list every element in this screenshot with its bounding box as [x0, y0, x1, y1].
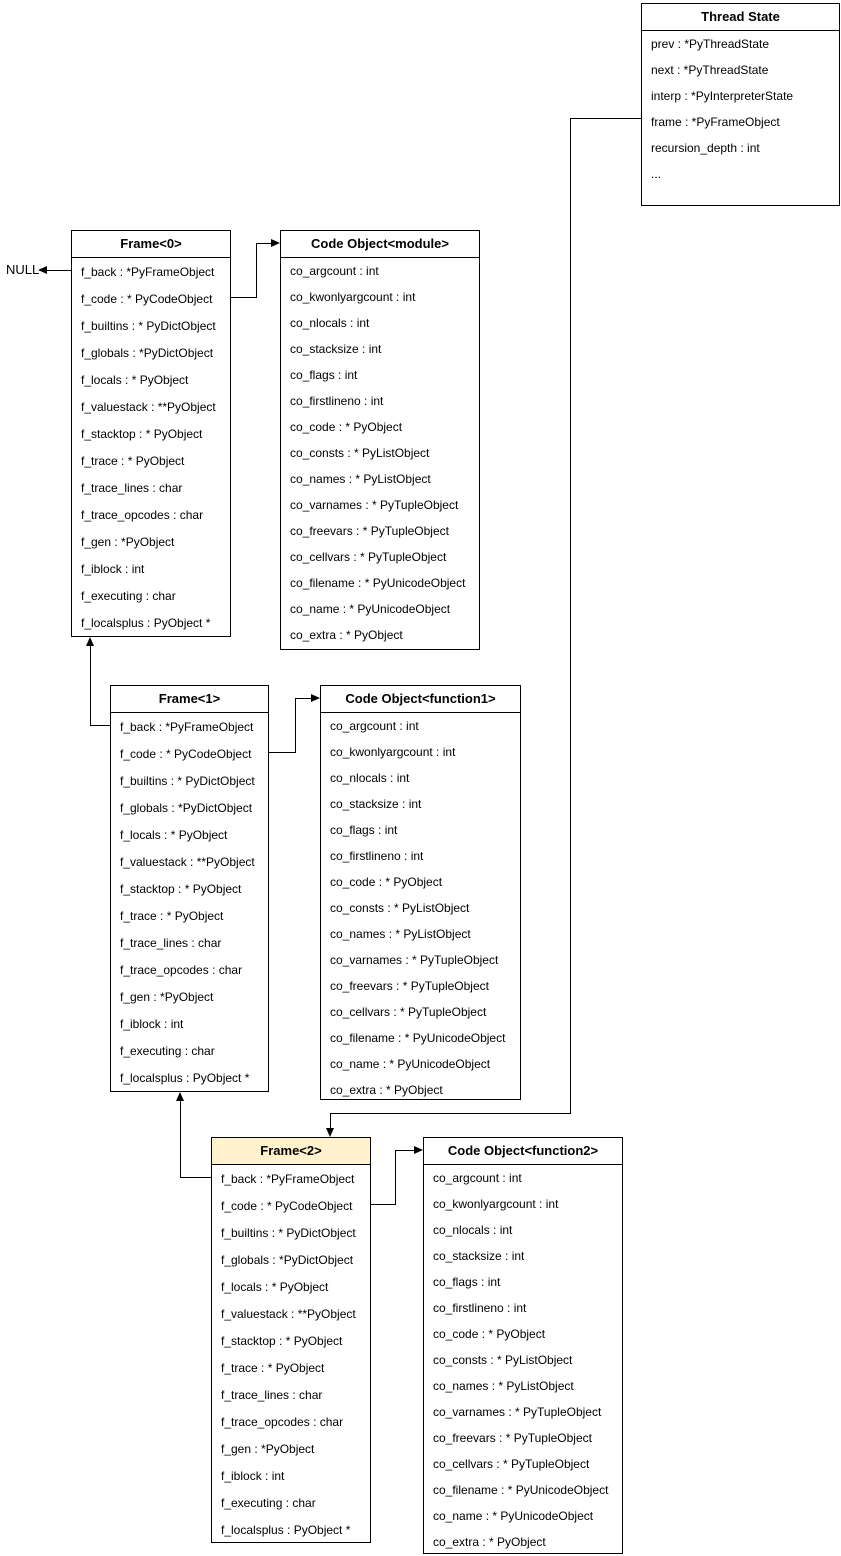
field-row: co_kwonlyargcount : int — [330, 745, 456, 759]
connector-threadstate-frame-seg1 — [570, 118, 641, 119]
field-row: f_localsplus : PyObject * — [221, 1522, 351, 1537]
connector-frame2-fcode-seg1 — [371, 1204, 395, 1205]
arrow-up-icon — [86, 637, 94, 646]
box-title: Frame<0> — [72, 231, 230, 258]
box-title: Frame<1> — [111, 686, 268, 713]
field-row: f_locals : * PyObject — [81, 372, 189, 387]
connector-frame1-fcode-seg1 — [269, 752, 295, 753]
field-row: co_firstlineno : int — [290, 394, 384, 408]
connector-threadstate-frame-seg4 — [330, 1113, 331, 1128]
field-row: co_filename : * PyUnicodeObject — [330, 1031, 506, 1045]
field-row: co_consts : * PyListObject — [290, 446, 430, 460]
field-row: co_varnames : * PyTupleObject — [290, 498, 459, 512]
class-box-thread-state[interactable] — [641, 3, 840, 206]
field-row: co_nlocals : int — [290, 316, 370, 330]
field-row: co_extra : * PyObject — [290, 628, 403, 642]
box-fields — [111, 713, 268, 1091]
field-row: f_builtins : * PyDictObject — [120, 773, 255, 788]
class-box-frame-1[interactable] — [110, 685, 269, 1092]
field-row: f_gen : *PyObject — [221, 1441, 315, 1456]
field-row: f_iblock : int — [81, 561, 145, 576]
field-row: co_filename : * PyUnicodeObject — [290, 576, 466, 590]
field-row: f_iblock : int — [120, 1016, 184, 1031]
field-row: f_iblock : int — [221, 1468, 285, 1483]
field-row: co_argcount : int — [433, 1171, 522, 1185]
field-row: co_cellvars : * PyTupleObject — [433, 1457, 590, 1471]
field-row: co_varnames : * PyTupleObject — [433, 1405, 602, 1419]
field-row: f_executing : char — [120, 1043, 215, 1058]
field-row: f_localsplus : PyObject * — [81, 615, 211, 630]
field-row: f_stacktop : * PyObject — [81, 426, 203, 441]
field-row: co_code : * PyObject — [290, 420, 403, 434]
arrow-right-icon — [271, 239, 280, 247]
field-row: f_trace_lines : char — [81, 480, 183, 495]
box-title: Code Object<function1> — [321, 686, 520, 713]
connector-frame0-fcode-seg1 — [231, 297, 256, 298]
field-row: f_gen : *PyObject — [81, 534, 175, 549]
box-fields — [424, 1165, 622, 1555]
field-row: co_freevars : * PyTupleObject — [290, 524, 449, 538]
field-row: co_code : * PyObject — [330, 875, 443, 889]
box-fields — [212, 1165, 370, 1543]
field-row: f_back : *PyFrameObject — [120, 719, 254, 734]
connector-frame2-fback-seg2 — [180, 1101, 181, 1178]
class-box-frame-0[interactable] — [71, 230, 231, 637]
field-row: co_varnames : * PyTupleObject — [330, 953, 499, 967]
field-row: ... — [651, 167, 662, 181]
connector-frame0-fcode-seg2 — [256, 243, 257, 298]
connector-frame0-fback-to-null — [47, 270, 71, 271]
field-row: f_locals : * PyObject — [221, 1279, 329, 1294]
class-box-code-module[interactable] — [280, 230, 480, 650]
field-row: f_globals : *PyDictObject — [221, 1252, 354, 1267]
field-row: f_valuestack : **PyObject — [81, 399, 216, 414]
connector-frame0-fcode-seg3 — [256, 243, 271, 244]
connector-threadstate-frame-seg2 — [570, 118, 571, 1113]
field-row: f_globals : *PyDictObject — [120, 800, 253, 815]
field-row: f_trace_opcodes : char — [120, 962, 243, 977]
field-row: f_executing : char — [221, 1495, 316, 1510]
box-fields — [642, 31, 839, 187]
field-row: f_trace_opcodes : char — [221, 1414, 344, 1429]
field-row: co_extra : * PyObject — [330, 1083, 443, 1097]
field-row: co_filename : * PyUnicodeObject — [433, 1483, 609, 1497]
class-box-code-function1[interactable] — [320, 685, 521, 1100]
arrow-up-icon — [176, 1092, 184, 1101]
field-row: f_globals : *PyDictObject — [81, 345, 214, 360]
field-row: co_flags : int — [330, 823, 398, 837]
field-row: co_flags : int — [433, 1275, 501, 1289]
field-row: f_trace : * PyObject — [221, 1360, 325, 1375]
field-row: co_consts : * PyListObject — [433, 1353, 573, 1367]
field-row: co_stacksize : int — [433, 1249, 525, 1263]
field-row: f_back : *PyFrameObject — [221, 1171, 355, 1186]
box-fields — [281, 258, 479, 648]
field-row: co_nlocals : int — [330, 771, 410, 785]
field-row: f_trace : * PyObject — [120, 908, 224, 923]
field-row: co_firstlineno : int — [330, 849, 424, 863]
connector-frame1-fcode-seg3 — [295, 698, 311, 699]
field-row: co_consts : * PyListObject — [330, 901, 470, 915]
box-title: Code Object<function2> — [424, 1138, 622, 1165]
field-row: f_code : * PyCodeObject — [221, 1198, 353, 1213]
field-row: co_names : * PyListObject — [433, 1379, 574, 1393]
box-title: Code Object<module> — [281, 231, 479, 258]
connector-frame1-fcode-seg2 — [295, 698, 296, 753]
connector-threadstate-frame-seg3 — [330, 1113, 571, 1114]
field-row: co_cellvars : * PyTupleObject — [330, 1005, 487, 1019]
field-row: co_names : * PyListObject — [290, 472, 431, 486]
field-row: co_name : * PyUnicodeObject — [290, 602, 451, 616]
field-row: co_cellvars : * PyTupleObject — [290, 550, 447, 564]
box-title: Frame<2> — [212, 1138, 370, 1165]
field-row: co_code : * PyObject — [433, 1327, 546, 1341]
class-box-code-function2[interactable] — [423, 1137, 623, 1554]
field-row: next : *PyThreadState — [651, 63, 769, 77]
field-row: f_builtins : * PyDictObject — [81, 318, 216, 333]
class-box-frame-2[interactable] — [211, 1137, 371, 1543]
field-row: f_trace : * PyObject — [81, 453, 185, 468]
arrow-down-icon — [326, 1128, 334, 1137]
box-fields — [321, 713, 520, 1103]
null-label: NULL — [6, 262, 40, 277]
field-row: co_flags : int — [290, 368, 358, 382]
field-row: co_stacksize : int — [290, 342, 382, 356]
connector-frame1-fback-seg1 — [90, 725, 110, 726]
field-row: interp : *PyInterpreterState — [651, 89, 794, 103]
arrow-right-icon — [311, 694, 320, 702]
field-row: f_trace_opcodes : char — [81, 507, 204, 522]
field-row: recursion_depth : int — [651, 141, 760, 155]
field-row: f_localsplus : PyObject * — [120, 1070, 250, 1085]
arrow-right-icon — [414, 1146, 423, 1154]
field-row: co_argcount : int — [290, 264, 379, 278]
field-row: f_valuestack : **PyObject — [120, 854, 255, 869]
field-row: f_back : *PyFrameObject — [81, 264, 215, 279]
connector-frame1-fback-seg2 — [90, 646, 91, 726]
field-row: co_names : * PyListObject — [330, 927, 471, 941]
field-row: co_kwonlyargcount : int — [433, 1197, 559, 1211]
field-row: co_freevars : * PyTupleObject — [433, 1431, 592, 1445]
field-row: f_trace_lines : char — [120, 935, 222, 950]
box-title: Thread State — [642, 4, 839, 31]
arrow-left-icon — [38, 266, 47, 274]
field-row: co_stacksize : int — [330, 797, 422, 811]
connector-frame2-fcode-seg2 — [395, 1150, 396, 1205]
connector-frame2-fback-seg1 — [180, 1177, 211, 1178]
field-row: f_code : * PyCodeObject — [120, 746, 252, 761]
field-row: co_argcount : int — [330, 719, 419, 733]
field-row: co_name : * PyUnicodeObject — [330, 1057, 491, 1071]
field-row: f_stacktop : * PyObject — [120, 881, 242, 896]
field-row: f_builtins : * PyDictObject — [221, 1225, 356, 1240]
field-row: f_executing : char — [81, 588, 176, 603]
field-row: co_firstlineno : int — [433, 1301, 527, 1315]
field-row: f_locals : * PyObject — [120, 827, 228, 842]
field-row: f_stacktop : * PyObject — [221, 1333, 343, 1348]
field-row: co_extra : * PyObject — [433, 1535, 546, 1549]
field-row: f_gen : *PyObject — [120, 989, 214, 1004]
field-row: co_freevars : * PyTupleObject — [330, 979, 489, 993]
field-row: frame : *PyFrameObject — [651, 115, 780, 129]
field-row: prev : *PyThreadState — [651, 37, 770, 51]
field-row: f_code : * PyCodeObject — [81, 291, 213, 306]
field-row: co_name : * PyUnicodeObject — [433, 1509, 594, 1523]
box-fields — [72, 258, 230, 636]
connector-frame2-fcode-seg3 — [395, 1150, 414, 1151]
field-row: co_nlocals : int — [433, 1223, 513, 1237]
field-row: co_kwonlyargcount : int — [290, 290, 416, 304]
field-row: f_valuestack : **PyObject — [221, 1306, 356, 1321]
field-row: f_trace_lines : char — [221, 1387, 323, 1402]
